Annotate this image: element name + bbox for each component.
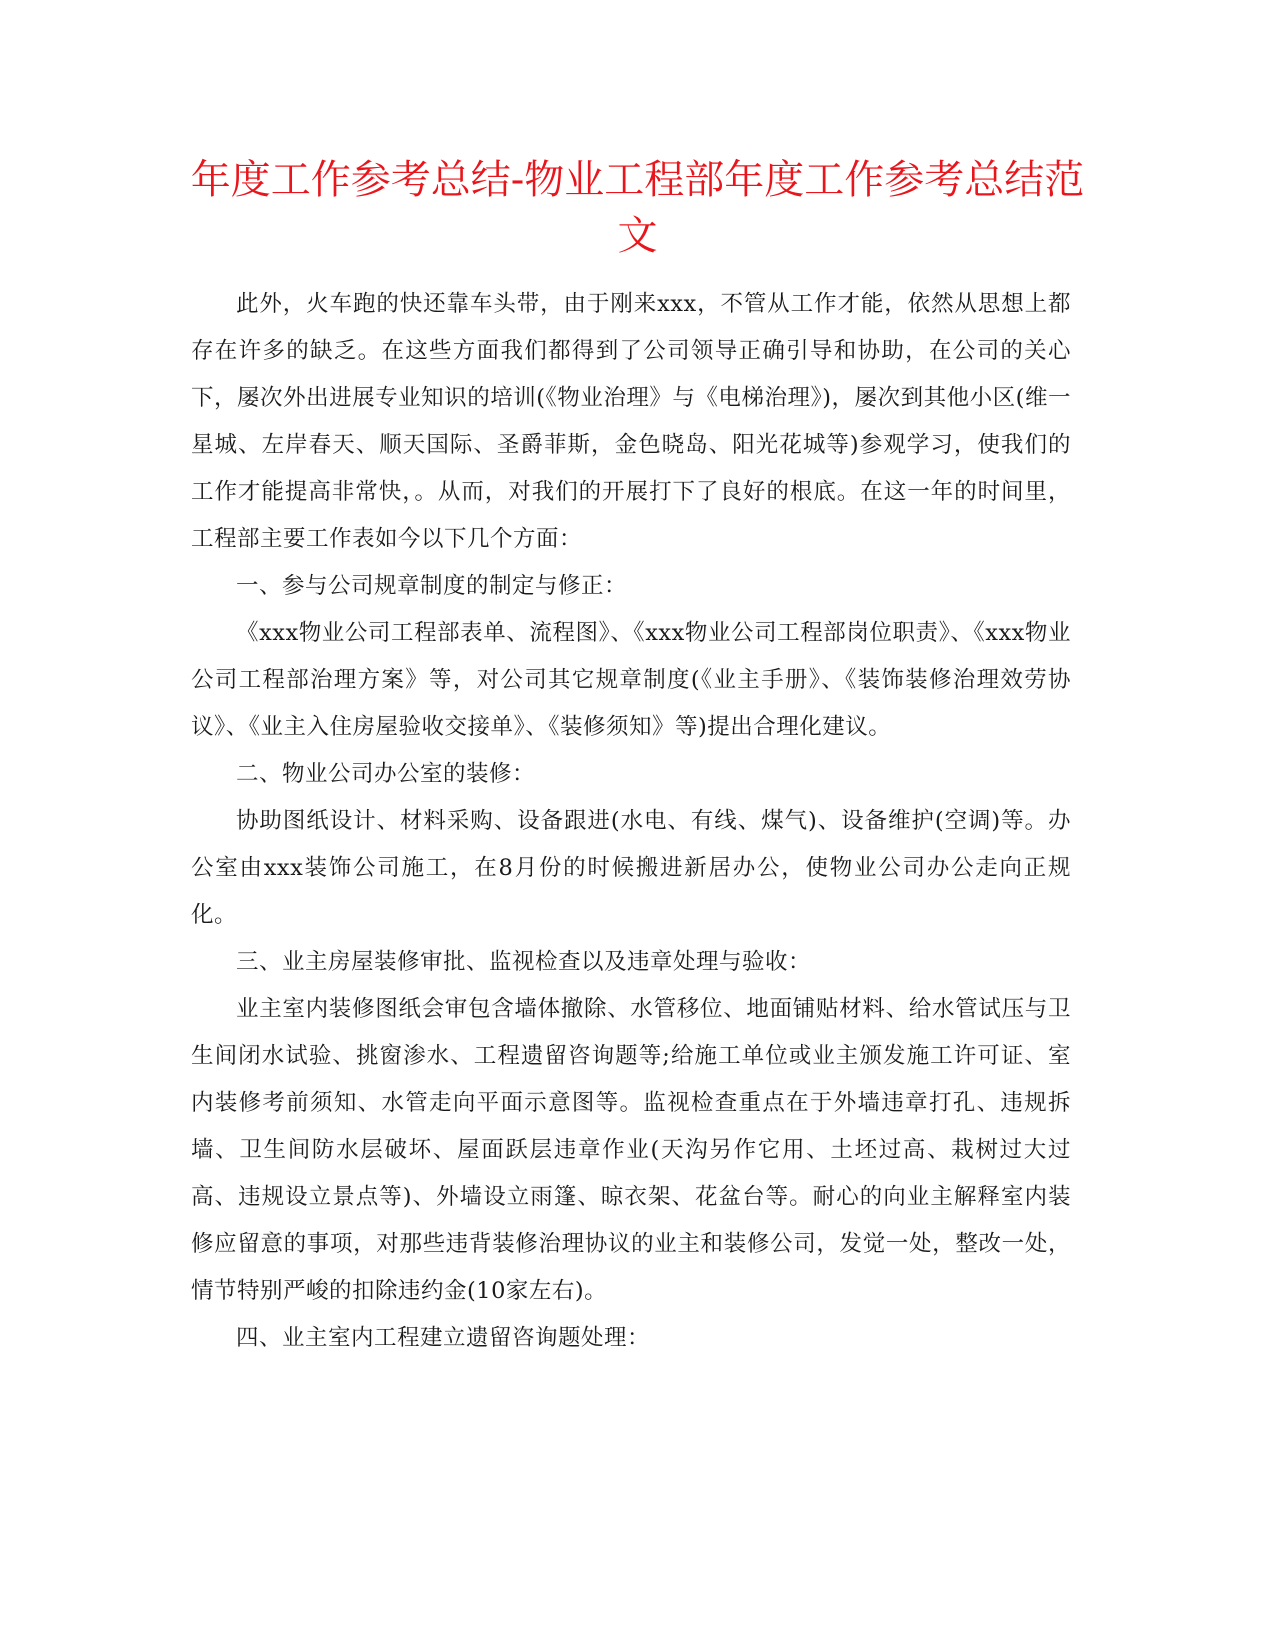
paragraph-intro: 此外，火车跑的快还靠车头带，由于刚来xxx，不管从工作才能，依然从思想上都存在许多的缺乏。在这些方面我们都得到了公司领导正确引导和协助，在公司的关心下，屡次外出进展专业知识的培训(《物业治理》与《电梯治理》)，屡次到其他小区(维一星城、左岸春天、顺天国际、圣爵菲斯，金色晓岛、阳光花城等)参观学习，使我们的工作才能提高非常快，。从而，对我们的开展打下了良好的根底。在这一年的时间里，工程部主要工作表如今以下几个方面： (191, 291, 1071, 552)
document-body (191, 281, 1071, 1362)
section-heading-1: 一、参与公司规章制度的制定与修正： (236, 573, 628, 599)
section-heading-2: 二、物业公司办公室的装修： (236, 761, 536, 787)
paragraph-section-3: 业主室内装修图纸会审包含墙体撤除、水管移位、地面铺贴材料、给水管试压与卫生间闭水试验、挑窗渗水、工程遗留咨询题等;给施工单位或业主颁发施工许可证、室内装修考前须知、水管走向平面示意图等。监视检查重点在于外墙违章打孔、违规拆墙、卫生间防水层破坏、屋面跃层违章作业(天沟另作它用、土坯过高、栽树过大过高、违规设立景点等)、外墙设立雨篷、晾衣架、花盆台等。耐心的向业主解释室内装修应留意的事项，对那些违背装修治理协议的业主和装修公司，发觉一处，整改一处，情节特别严峻的扣除违约金(10家左右)。 (191, 996, 1071, 1304)
paragraph-section-2: 协助图纸设计、材料采购、设备跟进(水电、有线、煤气)、设备维护(空调)等。办公室由xxx装饰公司施工，在8月份的时候搬进新居办公，使物业公司办公走向正规化。 (191, 808, 1071, 928)
document-title: 年度工作参考总结-物业工程部年度工作参考总结范文 (190, 157, 1085, 259)
section-heading-4: 四、业主室内工程建立遗留咨询题处理： (236, 1325, 651, 1351)
paragraph-section-1: 《xxx物业公司工程部表单、流程图》、《xxx物业公司工程部岗位职责》、《xxx物业公司工程部治理方案》等，对公司其它规章制度(《业主手册》、《装饰装修治理效劳协议》、《业主入住房屋验收交接单》、《装修须知》等)提出合理化建议。 (191, 620, 1071, 740)
section-heading-3: 三、业主房屋装修审批、监视检查以及违章处理与验收： (236, 949, 812, 975)
